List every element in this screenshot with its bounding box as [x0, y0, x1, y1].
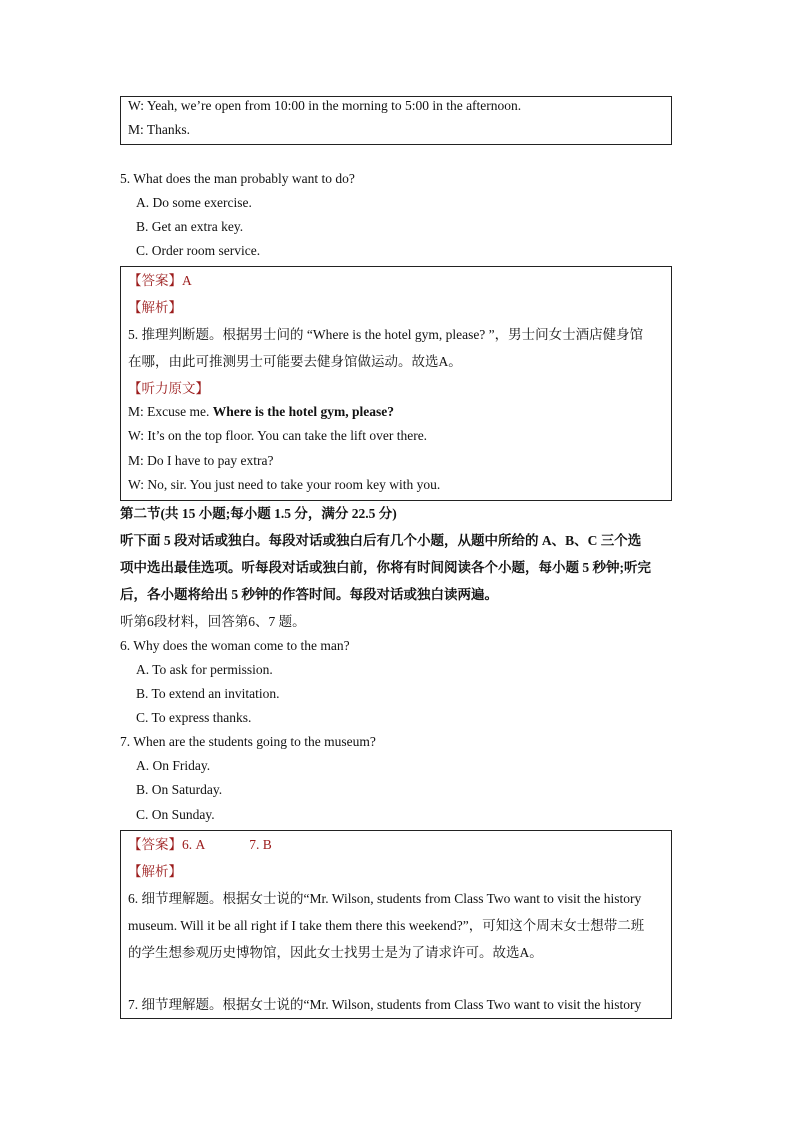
analysis-text: 的学生想参观历史博物馆，因此女士找男士是为了请求许可。故选A。 [128, 945, 543, 960]
answer-tag: 【答案】 [128, 273, 182, 288]
material-note: 听第6段材料，回答第6、7 题。 [120, 614, 306, 629]
section-instruction: 项中选出最佳选项。听每段对话或独白前，你将有时间阅读各个小题，每小题 5 秒钟;听完 [120, 560, 651, 575]
answer-value: A [182, 273, 192, 288]
transcript-line [128, 404, 394, 420]
option-5c: C. Order room service. [136, 243, 261, 258]
transcript-tag: 【听力原文】 [128, 381, 209, 396]
question-6: 6. Why does the woman come to the man? [120, 638, 350, 653]
answer-box-5 [120, 266, 672, 501]
transcript-line: M: Do I have to pay extra? [128, 453, 274, 468]
transcript-box-top [120, 96, 672, 145]
option-7a: A. On Friday. [136, 758, 211, 773]
transcript-key-sentence: Where is the hotel gym, please? [212, 404, 394, 419]
answer-6: 6. A [182, 837, 206, 852]
answer-tag: 【答案】 [128, 837, 182, 852]
option-5b: B. Get an extra key. [136, 219, 244, 234]
analysis-tag: 【解析】 [128, 864, 182, 879]
transcript-line: W: Yeah, we’re open from 10:00 in the morning to 5:00 in the afternoon. [128, 98, 522, 113]
answer-line [128, 269, 192, 289]
section-heading: 第二节(共 15 小题;每小题 1.5 分，满分 22.5 分) [120, 506, 397, 521]
analysis-tag: 【解析】 [128, 300, 182, 315]
analysis-text: 5. 推理判断题。根据男士问的 “Where is the hotel gym, please? ”，男士问女士酒店健身馆 [128, 327, 644, 342]
option-6b: B. To extend an invitation. [136, 686, 280, 701]
option-5a: A. Do some exercise. [136, 195, 252, 210]
option-6a: A. To ask for permission. [136, 662, 273, 677]
transcript-line: M: Thanks. [128, 122, 191, 137]
analysis-text: 6. 细节理解题。根据女士说的“Mr. Wilson, students from Class Two want to visit the history [128, 891, 642, 906]
question-5: 5. What does the man probably want to do? [120, 171, 355, 186]
analysis-text: 7. 细节理解题。根据女士说的“Mr. Wilson, students from Class Two want to visit the history [128, 997, 642, 1012]
analysis-text: 在哪，由此可推测男士可能要去健身馆做运动。故选A。 [128, 354, 462, 369]
question-7: 7. When are the students going to the museum? [120, 734, 376, 749]
option-7b: B. On Saturday. [136, 782, 223, 797]
transcript-prefix: M: Excuse me. [128, 404, 213, 419]
transcript-line: W: It’s on the top floor. You can take the lift over there. [128, 428, 428, 443]
answer-7: 7. B [249, 837, 272, 852]
answer-box-6-7 [120, 830, 672, 1019]
transcript-line: W: No, sir. You just need to take your room key with you. [128, 477, 441, 492]
section-instruction: 后，各小题将给出 5 秒钟的作答时间。每段对话或独白读两遍。 [120, 587, 498, 602]
answer-line [128, 833, 272, 853]
option-7c: C. On Sunday. [136, 807, 215, 822]
section-instruction: 听下面 5 段对话或独白。每段对话或独白后有几个小题，从题中所给的 A、B、C 三个选 [120, 533, 642, 548]
analysis-text: museum. Will it be all right if I take them there this weekend?”，可知这个周末女士想带二班 [128, 918, 645, 933]
option-6c: C. To express thanks. [136, 710, 252, 725]
